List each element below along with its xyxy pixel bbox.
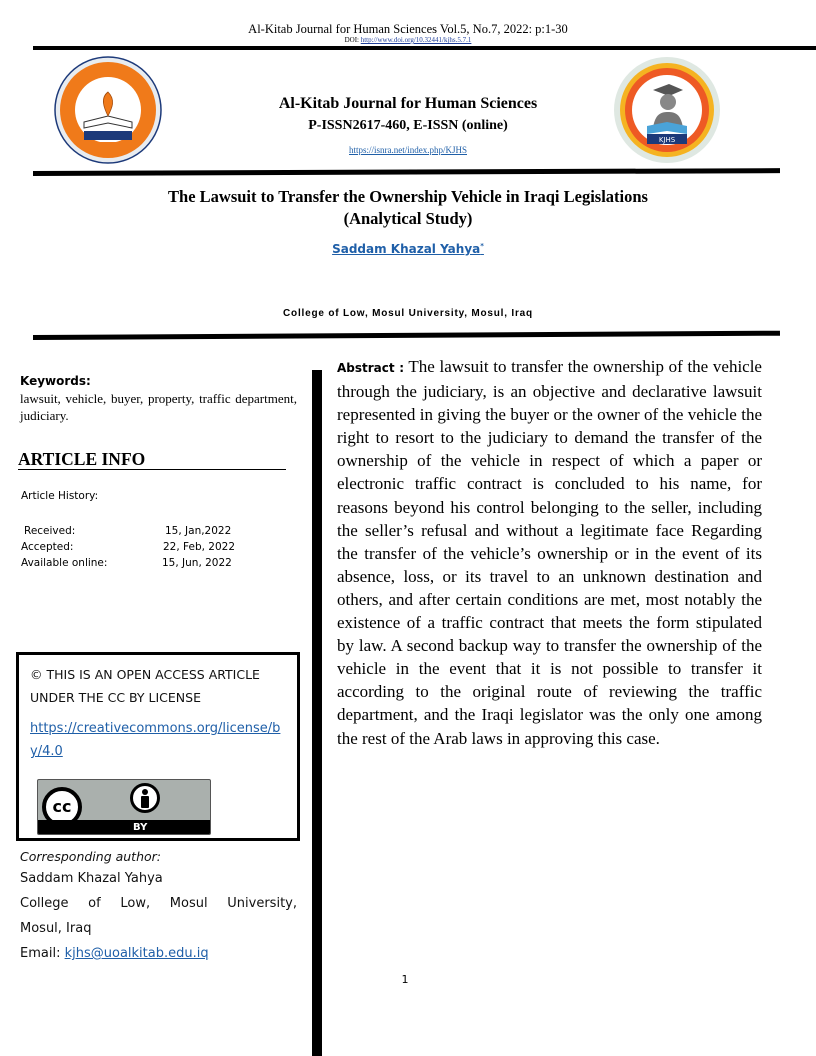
header-rule xyxy=(33,46,816,50)
journal-logo-text: KJHS xyxy=(658,136,676,144)
author-name: Saddam Khazal Yahya xyxy=(332,242,481,256)
article-title xyxy=(60,186,756,230)
article-info-heading: ARTICLE INFO xyxy=(18,449,286,470)
license-box xyxy=(16,652,300,841)
doi-label: DOI: xyxy=(344,36,359,44)
title-rule xyxy=(33,331,780,340)
affiliation: College of Low, Mosul University, Mosul, Iraq xyxy=(283,308,533,319)
email-link[interactable]: kjhs@uoalkitab.edu.iq xyxy=(64,946,209,961)
author-footnote-mark: * xyxy=(480,242,484,250)
issn: P-ISSN2617-460, E-ISSN (online) xyxy=(308,118,508,133)
corresponding-affiliation-line2: Mosul, Iraq xyxy=(20,921,92,936)
history-label: Article History: xyxy=(21,490,99,502)
journal-url-link[interactable]: https://isnra.net/index.php/KJHS xyxy=(349,145,467,155)
author-line xyxy=(0,242,816,256)
history-value: 22, Feb, 2022 xyxy=(163,541,236,553)
journal-seal-icon xyxy=(613,56,721,164)
badge-band xyxy=(38,820,210,834)
author-link[interactable] xyxy=(332,242,484,256)
cc-icon: cc xyxy=(42,787,82,827)
history-key: Accepted: xyxy=(21,541,74,553)
journal-logo xyxy=(613,56,721,164)
article-title-line2: (Analytical Study) xyxy=(343,209,473,228)
keywords-label: Keywords: xyxy=(20,374,91,388)
history-key: Received: xyxy=(24,525,76,537)
university-logo xyxy=(54,56,162,164)
corresponding-author xyxy=(20,848,297,966)
corresponding-email-line xyxy=(20,941,297,966)
history-value: 15, Jun, 2022 xyxy=(162,557,232,569)
journal-name: Al-Kitab Journal for Human Sciences xyxy=(278,95,538,112)
keywords-section xyxy=(20,374,297,424)
history-key: Available online: xyxy=(21,557,108,569)
running-head: Al-Kitab Journal for Human Sciences Vol.5, No.7, 2022: p:1-30 xyxy=(248,22,568,36)
badge-by-label: BY xyxy=(133,822,148,833)
doi-line xyxy=(0,36,816,44)
history-value: 15, Jan,2022 xyxy=(165,525,232,537)
university-seal-icon xyxy=(54,56,162,164)
corresponding-label: Corresponding author: xyxy=(20,849,162,864)
corresponding-name: Saddam Khazal Yahya xyxy=(20,871,163,886)
email-label: Email: xyxy=(20,946,61,961)
article-title-line1: The Lawsuit to Transfer the Ownership Vehicle in Iraqi Legislations xyxy=(168,187,648,206)
license-link[interactable]: https://creativecommons.org/license/by/4.0 xyxy=(30,721,281,759)
abstract-text: The lawsuit to transfer the ownership of the vehicle through the judiciary, is an objective and declarative lawsuit represented in giving the buyer or the owner of the vehicle the right to resort to the judiciary to demand the transfer of the ownership of the vehicle in respect of which a paper or electronic traffic contract is concluded to his name, for reasons beyond his control belonging to the seller, including the seller’s refusal and without a legitimate face Regarding the transfer of the vehicle’s ownership or in the event of its absence, loss, or its travel to an unknown destination and others, and after certain conditions are met, most notably the existence of a traffic contract that meets the form stipulated by law. A second backup way to transfer the ownership of the vehicle in the event that it is not possible to transfer it according to the original route of reviewing the traffic department, and the Iraqi legislator was the only one among the rest of the Arab laws in approving this case. xyxy=(337,357,762,748)
journal-url-line xyxy=(200,145,616,155)
cc-by-badge[interactable] xyxy=(37,779,211,835)
masthead-rule xyxy=(33,168,780,176)
page-number: 1 xyxy=(401,973,409,986)
doi-link[interactable]: http://www.doi.org/10.32441/kjhs.5.7.1 xyxy=(360,36,472,44)
corresponding-affiliation-line1: College of Low, Mosul University, xyxy=(20,896,297,911)
column-separator xyxy=(312,370,322,1056)
attribution-person-icon xyxy=(130,783,160,813)
license-text: © THIS IS AN OPEN ACCESS ARTICLE UNDER THE CC BY LICENSE xyxy=(30,667,260,705)
abstract-label: Abstract : xyxy=(337,361,405,375)
keywords-text: lawsuit, vehicle, buyer, property, traffic department, judiciary. xyxy=(20,391,297,423)
abstract xyxy=(337,355,762,750)
